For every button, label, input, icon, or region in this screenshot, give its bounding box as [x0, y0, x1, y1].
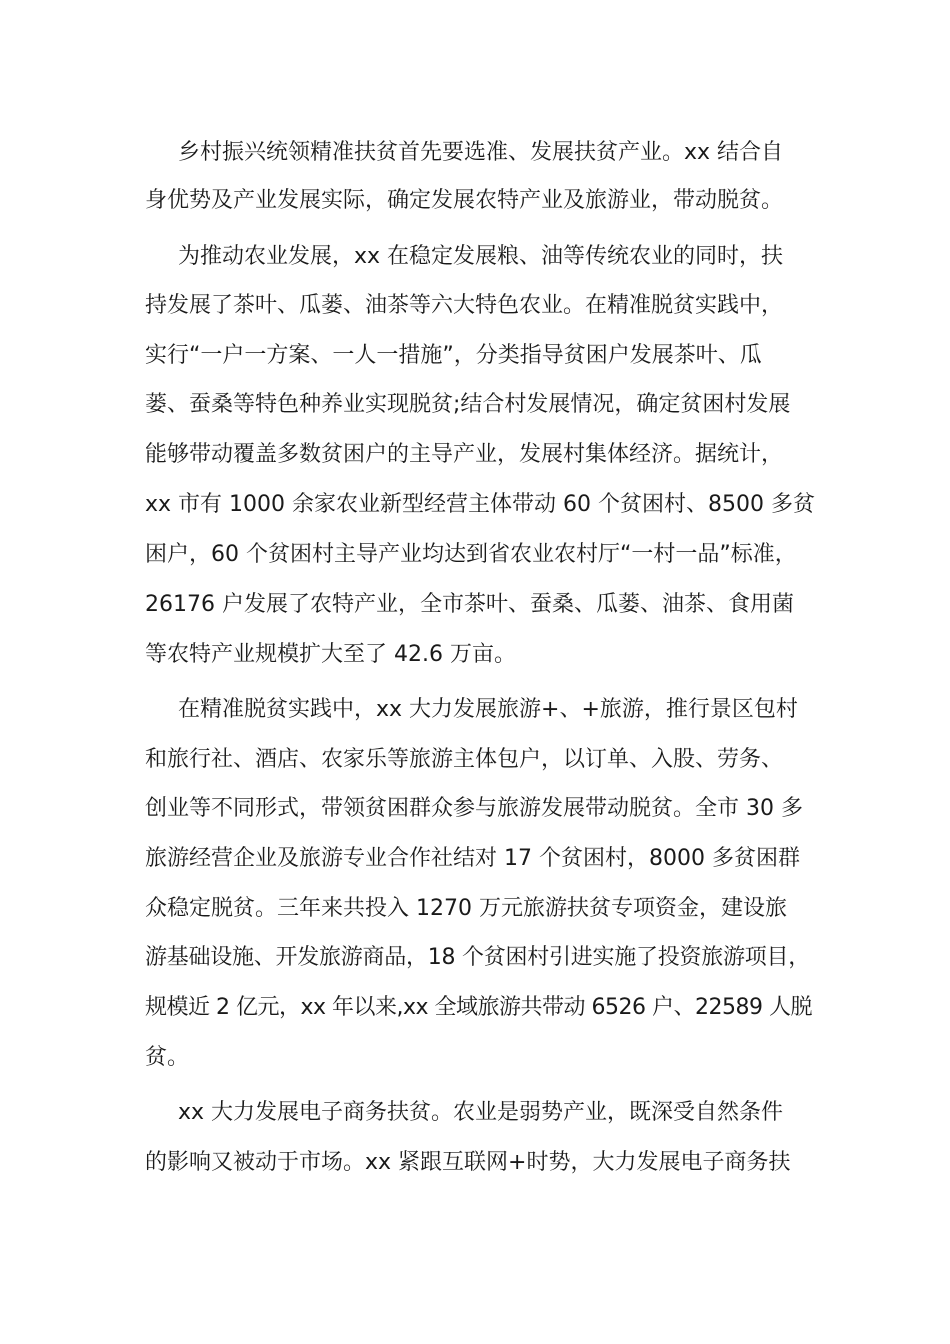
text-line: 实行“一户一方案、一人一措施”，分类指导贫困户发展茶叶、瓜: [145, 343, 762, 368]
text-line: 持发展了茶叶、瓜蒌、油茶等六大特色农业。在精准脱贫实践中，: [145, 293, 784, 318]
text-line: 创业等不同形式，带领贫困群众参与旅游发展带动脱贫。全市 30 多: [145, 796, 803, 821]
text-line: 困户，60 个贫困村主导产业均达到省农业农村厅“一村一品”标准，: [145, 542, 797, 567]
text-line: 身优势及产业发展实际，确定发展农特产业及旅游业，带动脱贫。: [145, 188, 784, 213]
text-line: 乡村振兴统领精准扶贫首先要选准、发展扶贫产业。xx 结合自: [178, 140, 784, 165]
text-line: 等农特产业规模扩大至了 42.6 万亩。: [145, 642, 516, 667]
text-line: 能够带动覆盖多数贫困户的主导产业，发展村集体经济。据统计，: [145, 442, 784, 467]
text-line: xx 大力发展电子商务扶贫。农业是弱势产业，既深受自然条件: [178, 1100, 784, 1125]
text-line: 游基础设施、开发旅游商品，18 个贫困村引进实施了投资旅游项目，: [145, 945, 810, 970]
text-line: xx 市有 1000 余家农业新型经营主体带动 60 个贫困村、8500 多贫: [145, 492, 815, 517]
text-line: 众稳定脱贫。三年来共投入 1270 万元旅游扶贫专项资金，建设旅: [145, 896, 787, 921]
text-line: 和旅行社、酒店、农家乐等旅游主体包户，以订单、入股、劳务、: [145, 747, 784, 772]
text-line: 贫。: [145, 1045, 190, 1070]
text-line: 为推动农业发展，xx 在稳定发展粮、油等传统农业的同时，扶: [178, 244, 784, 269]
text-line: 规模近 2 亿元，xx 年以来,xx 全域旅游共带动 6526 户、22589 人脱: [145, 995, 812, 1020]
text-line: 在精准脱贫实践中，xx 大力发展旅游+、+旅游，推行景区包村: [178, 697, 798, 722]
text-line: 26176 户发展了农特产业，全市茶叶、蚕桑、瓜蒌、油茶、食用菌: [145, 592, 794, 617]
text-line: 旅游经营企业及旅游专业合作社结对 17 个贫困村，8000 多贫困群: [145, 846, 800, 871]
text-line: 蒌、蚕桑等特色种养业实现脱贫;结合村发展情况，确定贫困村发展: [145, 392, 791, 417]
text-line: 的影响又被动于市场。xx 紧跟互联网+时势，大力发展电子商务扶: [145, 1150, 791, 1175]
